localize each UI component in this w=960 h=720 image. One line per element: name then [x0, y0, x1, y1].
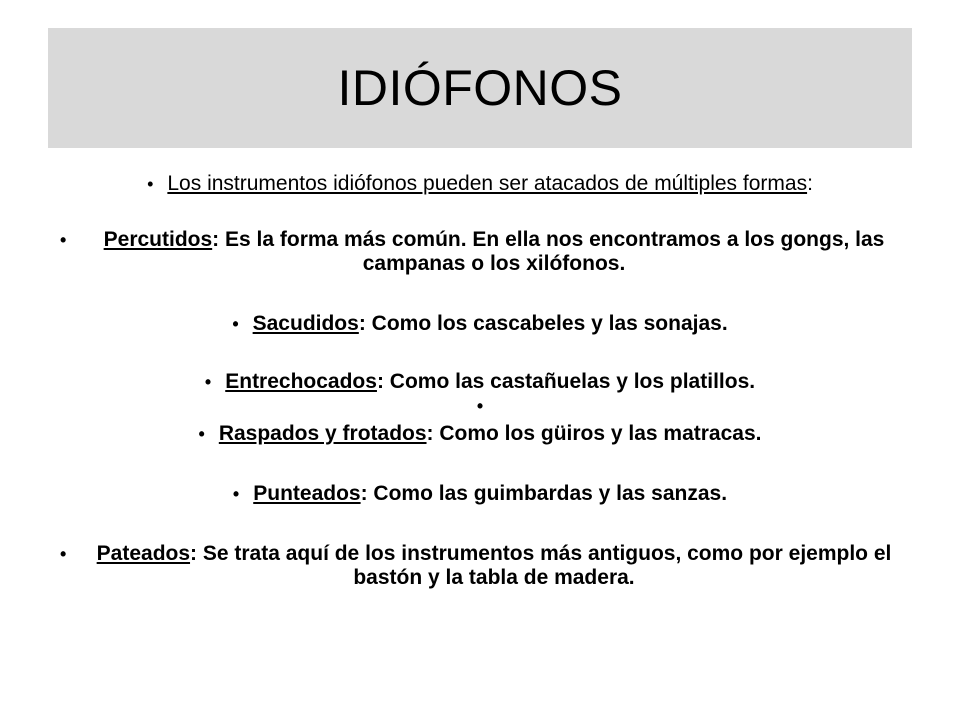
bullet-term: Raspados y frotados: [218, 422, 427, 445]
bullet-list: [60, 172, 900, 590]
bullet-term: Percutidos: [103, 228, 213, 251]
title-bar: [48, 28, 912, 148]
bullet-item-raspados: [60, 422, 900, 446]
bullet-icon: •: [60, 544, 67, 564]
bullet-item-punteados: [60, 482, 900, 506]
bullet-term: Entrechocados: [225, 370, 377, 393]
bullet-icon: •: [476, 396, 484, 416]
bullet-item-intro: [60, 172, 900, 196]
bullet-icon: •: [232, 314, 239, 334]
bullet-desc: : Como las guimbardas y las sanzas.: [360, 482, 728, 505]
bullet-desc: : Como los güiros y las matracas.: [426, 422, 762, 445]
bullet-desc: : Se trata aquí de los instrumentos más antiguos, como por ejemplo el bastón y la tabla de madera.: [190, 542, 892, 589]
bullet-item-pateados: [60, 542, 900, 590]
bullet-desc: :: [807, 172, 813, 195]
bullet-desc: : Como las castañuelas y los platillos.: [376, 370, 756, 393]
bullet-item-sacudidos: [60, 312, 900, 336]
bullet-desc: : Como los cascabeles y las sonajas.: [358, 312, 728, 335]
bullet-term: Los instrumentos idiófonos pueden ser atacados de múltiples formas: [167, 172, 808, 195]
bullet-term: Punteados: [253, 482, 361, 505]
bullet-icon: •: [232, 484, 240, 504]
bullet-icon: •: [147, 174, 154, 194]
bullet-icon: •: [204, 372, 212, 392]
bullet-term: Pateados: [96, 542, 191, 565]
bullet-desc: : Es la forma más común. En ella nos encontramos a los gongs, las campanas o los xilófonos.: [212, 228, 885, 275]
bullet-item-empty: [60, 394, 900, 418]
bullet-term: Sacudidos: [252, 312, 359, 335]
slide-title: IDIÓFONOS: [337, 60, 623, 116]
bullet-item-entrechocados: [60, 370, 900, 394]
bullet-icon: •: [60, 230, 67, 250]
bullet-icon: •: [198, 424, 205, 444]
bullet-item-percutidos: [60, 228, 900, 276]
